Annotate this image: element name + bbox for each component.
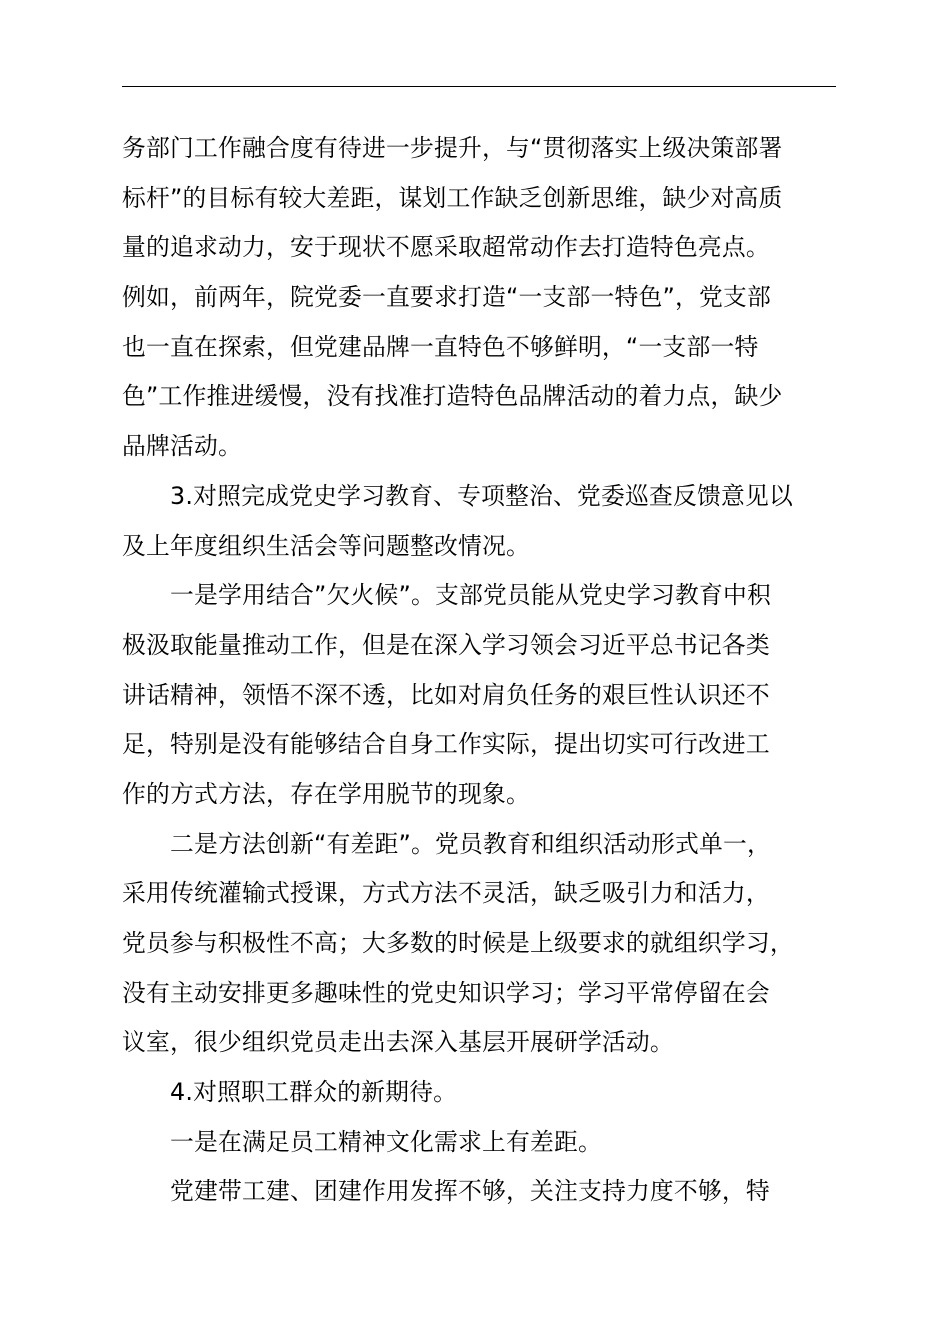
text-line: 也一直在探索，但党建品牌一直特色不够鲜明，“一支部一特: [122, 332, 759, 361]
section-heading: 3.对照完成党史学习教育、专项整治、党委巡查反馈意见以: [170, 481, 794, 510]
header-rule: [122, 86, 836, 87]
paragraph-start: 一是学用结合”欠火候”。支部党员能从党史学习教育中积: [170, 581, 771, 610]
text-line: 量的追求动力，安于现状不愿采取超常动作去打造特色亮点。: [122, 233, 770, 262]
section-heading: 4.对照职工群众的新期待。: [170, 1078, 458, 1107]
text-line: 议室，很少组织党员走出去深入基层开展研学活动。: [122, 1028, 674, 1057]
text-line: 极汲取能量推动工作，但是在深入学习领会习近平总书记各类: [122, 630, 770, 659]
text-line: 品牌活动。: [122, 432, 242, 461]
text-line: 没有主动安排更多趣味性的党史知识学习；学习平常停留在会: [122, 978, 770, 1007]
paragraph-start: 二是方法创新“有差距”。党员教育和组织活动形式单一，: [170, 829, 771, 858]
text-line: 标杆”的目标有较大差距，谋划工作缺乏创新思维，缺少对高质: [122, 183, 783, 212]
subheading: 一是在满足员工精神文化需求上有差距。: [170, 1127, 602, 1156]
text-line: 讲话精神，领悟不深不透，比如对肩负任务的艰巨性认识还不: [122, 680, 770, 709]
text-line: 足，特别是没有能够结合自身工作实际，提出切实可行改进工: [122, 730, 770, 759]
text-line: 例如，前两年，院党委一直要求打造“一支部一特色”，党支部: [122, 283, 771, 312]
text-line: 采用传统灌输式授课，方式方法不灵活，缺乏吸引力和活力，: [122, 879, 770, 908]
text-line: 作的方式方法，存在学用脱节的现象。: [122, 779, 530, 808]
text-line: 务部门工作融合度有待进一步提升，与“贯彻落实上级决策部署: [122, 134, 783, 162]
body-text: [122, 124, 840, 1217]
paragraph-start: 党建带工建、团建作用发挥不够，关注支持力度不够，特: [170, 1177, 770, 1206]
text-line: 色”工作推进缓慢，没有找准打造特色品牌活动的着力点，缺少: [122, 382, 783, 411]
text-line: 及上年度组织生活会等问题整改情况。: [122, 531, 530, 560]
text-line: 党员参与积极性不高；大多数的时候是上级要求的就组织学习，: [122, 929, 794, 957]
